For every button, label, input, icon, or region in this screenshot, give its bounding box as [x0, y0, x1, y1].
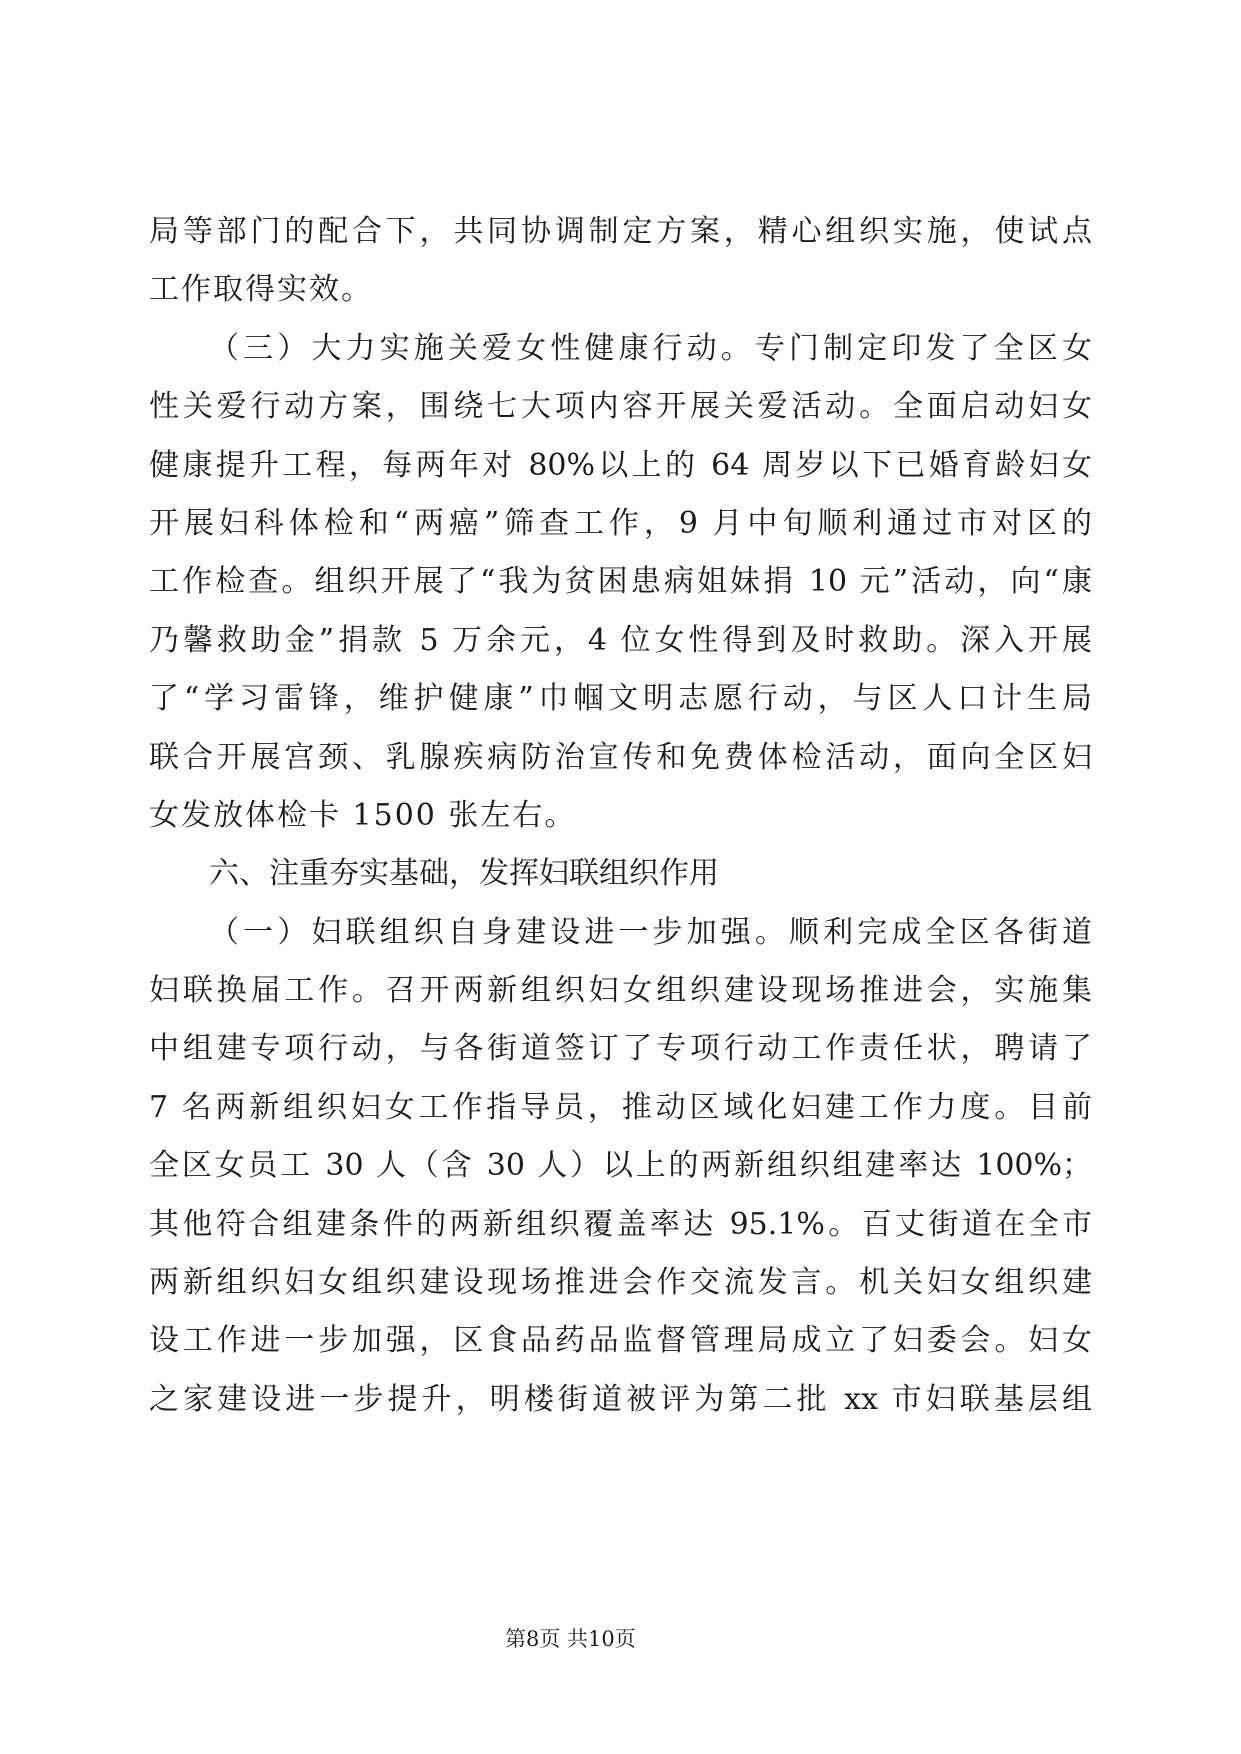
text-line: 7 名两新组织妇女工作指导员，推动区域化妇建工作力度。目前: [149, 1089, 1092, 1125]
body-text: [149, 203, 1092, 1429]
text-line: 性关爱行动方案，围绕七大项内容开展关爱活动。全面启动妇女: [149, 389, 1092, 425]
text-line: 健康提升工程，每两年对 80%以上的 64 周岁以下已婚育龄妇女: [149, 447, 1092, 483]
text-line: 乃馨救助金”捐款 5 万余元，4 位女性得到及时救助。深入开展: [149, 622, 1092, 658]
subsection-heading-line: （三）大力实施关爱女性健康行动。专门制定印发了全区女: [209, 330, 1092, 366]
text-line: 中组建专项行动，与各街道签订了专项行动工作责任状，聘请了: [149, 1031, 1092, 1067]
text-line: 局等部门的配合下，共同协调制定方案，精心组织实施，使试点: [149, 214, 1092, 249]
section-heading: 六、注重夯实基础，发挥妇联组织作用: [209, 856, 719, 892]
text-line: 工作取得实效。: [149, 272, 373, 308]
text-line: 妇联换届工作。召开两新组织妇女组织建设现场推进会，实施集: [149, 973, 1092, 1009]
text-line: 了“学习雷锋，维护健康”巾帼文明志愿行动，与区人口计生局: [149, 681, 1092, 717]
text-line: 工作检查。组织开展了“我为贫困患病姐妹捐 10 元”活动，向“康: [149, 564, 1092, 600]
text-line: 联合开展宫颈、乳腺疾病防治宣传和免费体检活动，面向全区妇: [149, 739, 1092, 775]
text-line: 其他符合组建条件的两新组织覆盖率达 95.1%。百丈街道在全市: [149, 1206, 1092, 1242]
text-line: 之家建设进一步提升，明楼街道被评为第二批 xx 市妇联基层组: [149, 1381, 1092, 1417]
text-line: 设工作进一步加强，区食品药品监督管理局成立了妇委会。妇女: [149, 1323, 1092, 1359]
text-line: 女发放体检卡 1500 张左右。: [149, 797, 577, 833]
page-footer: 第8页 共10页: [505, 1627, 636, 1651]
subsection-heading-line: （一）妇联组织自身建设进一步加强。顺利完成全区各街道: [209, 914, 1092, 950]
text-line: 两新组织妇女组织建设现场推进会作交流发言。机关妇女组织建: [149, 1265, 1092, 1301]
text-line: 开展妇科体检和“两癌”筛查工作，9 月中旬顺利通过市对区的: [149, 505, 1092, 541]
text-line: 全区女员工 30 人（含 30 人）以上的两新组织组建率达 100%；: [149, 1148, 1092, 1184]
